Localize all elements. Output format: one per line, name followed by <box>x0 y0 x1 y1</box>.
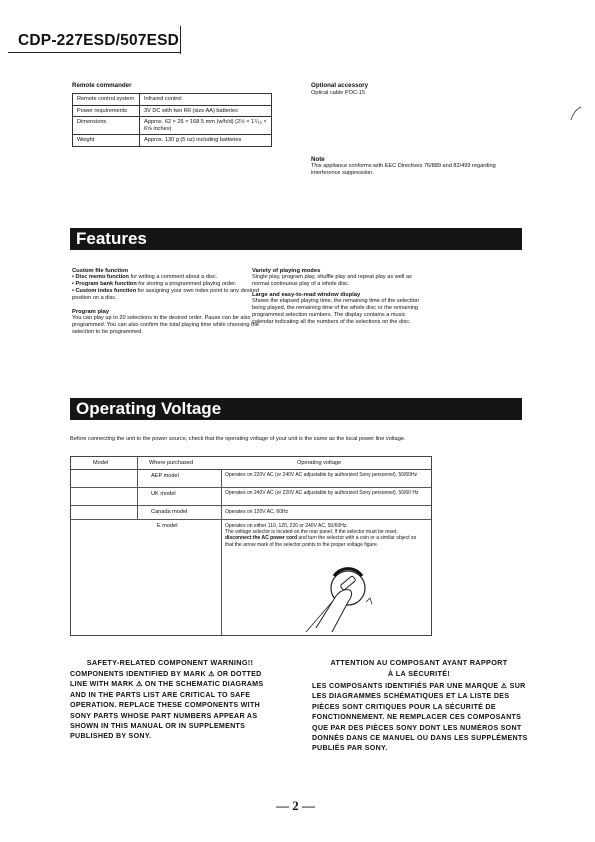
operating-voltage: Operates on 240V AC (or 220V AC adjustable by authorized Sony personnel), 50/60 Hz <box>225 490 419 496</box>
features-right <box>252 268 422 326</box>
feature-item <box>72 288 272 302</box>
feature-item <box>72 274 272 281</box>
accessory-title: Optional accessory <box>311 82 369 89</box>
where-purchased: E model <box>157 523 178 529</box>
margin-mark-icon <box>568 106 582 122</box>
feature-title: Custom file function <box>72 268 129 274</box>
voltage-line: The voltage selector is located on the rear panel. If the selector must be reset, <box>225 529 398 536</box>
row-divider <box>71 519 431 520</box>
voltage-table-header <box>71 457 431 470</box>
feature-item <box>72 281 272 288</box>
column-header: Operating voltage <box>297 460 342 466</box>
feature-item-text: for storing a programmed playing order. <box>136 281 237 287</box>
table-row <box>73 135 272 147</box>
feature-item-name: • Custom index function <box>72 288 137 294</box>
feature-title: Variety of playing modes <box>252 268 321 274</box>
operating-voltage: Operates on 220V AC (or 240V AC adjustable by authorized Sony personnel), 50/60Hz <box>225 472 418 478</box>
features-banner <box>70 228 522 250</box>
feature-item-text: for writing a comment about a disc. <box>128 274 218 280</box>
page-number: — 2 — <box>276 798 315 813</box>
warning-title-en: SAFETY-RELATED COMPONENT WARNING!! <box>86 658 254 667</box>
voltage-heading: Operating Voltage <box>76 399 222 418</box>
spec-label: Weight <box>73 135 140 147</box>
voltage-line: Operates on either 110, 120, 220 or 240V AC, 50/60Hz. <box>225 523 348 529</box>
accessory-text: Optical cable POC-15 <box>311 90 366 96</box>
feature-text: Single play, program play, shuffle play and repeat play as well as normal continuous play of a whole disc. <box>252 274 412 287</box>
voltage-selector-illustration-icon <box>296 562 386 634</box>
operating-voltage <box>225 523 425 548</box>
voltage-intro: Before connecting the unit to the power source, check that the operating voltage of your unit is the same as the local power line voltage. <box>70 436 406 442</box>
feature-text: Shows the elapsed playing time, the remaining time of the selection being played, the remaining time of the whole disc or the remaining programmed selection numbers. The display contains a music calendar indicating all the numbers of the selections on the disc. <box>252 298 419 325</box>
warning-body-en: COMPONENTS IDENTIFIED BY MARK ⚠ OR DOTTED LINE WITH MARK ⚠ ON THE SCHEMATIC DIAGRAMS AND IN THE PARTS LIST ARE CRITICAL TO SAFE OPERATION. REPLACE THESE COMPONENTS WITH SONY PARTS WHOSE PART NUMBERS APPEAR AS SHOWN IN THIS MANUAL OR IN SUPPLEMENTS PUBLISHED BY SONY. <box>70 670 264 741</box>
warning-title-fr-1: ATTENTION AU COMPOSANT AYANT RAPPORT <box>330 658 508 667</box>
spec-label: Power requirements <box>73 105 140 117</box>
features-heading: Features <box>76 229 147 248</box>
feature-item-name: • Program bank function <box>72 281 137 287</box>
row-divider <box>71 487 431 488</box>
table-row <box>73 117 272 135</box>
where-purchased: Canada model <box>151 509 188 515</box>
table-row <box>73 105 272 117</box>
feature-title: Program play <box>72 309 110 315</box>
operating-voltage: Operates on 120V AC, 60Hz <box>225 509 289 515</box>
row-divider <box>71 505 431 506</box>
remote-title: Remote commander <box>72 82 132 89</box>
where-purchased: AEP model <box>151 473 179 479</box>
feature-item-text: for assigning your own index point to any desired position on a disc. <box>72 288 259 301</box>
spec-label: Remote control system <box>73 94 140 106</box>
column-header: Model <box>93 460 109 466</box>
header-divider <box>180 26 181 54</box>
spec-value: Approx. 62 × 26 × 168.5 mm (w/h/d) (2½ × 1¹/₁₆ × 6⅝ inches) <box>140 117 272 135</box>
spec-label: Dimensions <box>73 117 140 135</box>
note-title: Note <box>311 156 325 163</box>
header-underline <box>8 52 180 53</box>
column-divider <box>137 457 138 519</box>
voltage-line: and turn the selector with a coin or a similar object so that the arrow mark of the selector points to the proper voltage figure. <box>225 535 417 548</box>
note-text: This appliance conforms with EEC Directives 76/889 and 82/499 regarding interference suppression. <box>311 163 496 176</box>
column-header: Where purchased <box>149 460 194 466</box>
column-divider <box>221 469 222 635</box>
warning-title-fr-2: À LA SÉCURITÉ! <box>387 669 451 678</box>
voltage-table <box>70 456 432 636</box>
spec-value: Infrared control <box>140 94 272 106</box>
model-title: CDP-227ESD/507ESD <box>18 32 180 49</box>
spec-value: 3V DC with two R6 (size AA) batteries <box>140 105 272 117</box>
where-purchased: UK model <box>151 491 176 497</box>
feature-item-name: • Disc memo function <box>72 274 129 280</box>
warning-body-fr: LES COMPOSANTS IDENTIFIÉS PAR UNE MARQUE ⚠ SUR LES DIAGRAMMES SCHÉMATIQUES ET LA LISTE DES PIÈCES SONT CRITIQUES POUR LA SÉCURITÉ DE FONCTIONNEMENT. NE REMPLACER CES COMPOSANTS QUE PAR DES PIÈCES SONY DONT LES NUMÉROS SONT DONNÉS DANS CE MANUEL OU DANS LES SUPPLÉMENTS PUBLIÉS PAR SONY. <box>312 682 528 753</box>
features-left <box>72 268 272 336</box>
table-row <box>73 94 272 106</box>
spec-value: Approx. 130 g (5 oz) including batteries <box>140 135 272 147</box>
voltage-emphasis: disconnect the AC power cord <box>225 535 298 542</box>
voltage-banner <box>70 398 522 420</box>
feature-title: Large and easy-to-read window display <box>252 292 361 298</box>
remote-spec-table <box>72 93 272 147</box>
feature-text: You can play up to 20 selections in the desired order. Pause can be also programmed. You can also confirm the total playing time while choosing the selection to be programmed. <box>72 315 259 335</box>
